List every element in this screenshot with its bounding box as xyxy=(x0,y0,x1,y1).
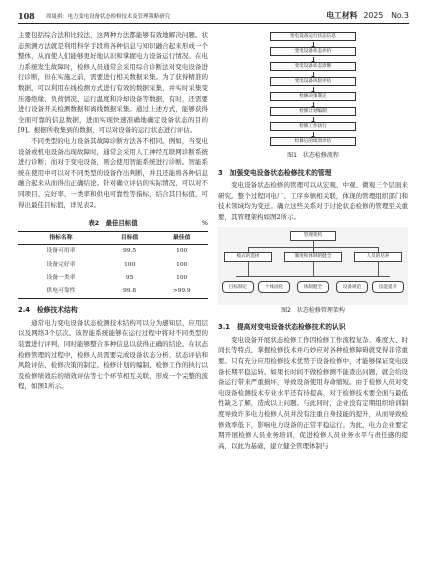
flow-step: 检修决策制定 xyxy=(270,92,356,101)
table-cell: >99.9 xyxy=(172,288,191,295)
org-bottom-node: 体制健全 xyxy=(297,281,329,293)
table-cell: 99.8 xyxy=(123,288,137,295)
org-top-node: 管理架构 xyxy=(290,231,336,241)
table-header: 指标名称 xyxy=(49,234,73,241)
journal-title: 电工材料 xyxy=(326,11,358,20)
table-header: 目标值 xyxy=(120,234,139,241)
running-title: 周晟祺：电力变电设备状态检修技术及管理策略研究 xyxy=(46,14,170,20)
table-caption xyxy=(18,218,208,229)
org-connector xyxy=(313,262,314,276)
table-cell: 100 xyxy=(176,275,188,282)
table-cell: 设备可用率 xyxy=(46,248,76,255)
table-cell: 100 xyxy=(176,248,188,255)
management-architecture-diagram xyxy=(218,227,408,305)
flow-step: 检修后的绩效评估 xyxy=(270,137,356,146)
paragraph-2: 不同类型的电力设备其故障诊断方法各不相同。例如，当变电设备或机电设备出现故障时，通常会采用人工神经互联网诊断系统进行诊断；而对于变电设备，则会使用智能系统进行诊断。智能系统在使用中可以对不同类型的设备作出判断，并且还能将各种信息融合起来从而得出正确结论。针对确立评估的实际情况，可以对不同项目、完好率、一类率和供电可靠性等指标，结合其目标值，可得出最佳目标值，详见表2。 xyxy=(18,136,208,209)
figure-2-caption: 图2 状态检修管理架构 xyxy=(281,306,345,314)
paragraph-5: 变电设备开展状态检修工作因检修工作流程复杂、难度大、时间长等特点，掌握检修技术并巧妙应对各种检修障碍就变得非常重要。只有充分应用检修技术优势于设备检修中，才能够保证变电设备长期平稳运转。如果长时间不做检修测不能查出问题，就会给设备运行带来严重损坏，导致设备使用寿命缩短。由于检修人员对变电设备检测技术专业水平还有待提高，对于检修技术要全面与最低性缺乏了解，造成以上问题。与此同时，企业没有定期组织培训制度导致许多电力检修人员并没有注重自身技能的提升，从而导致检修效率低下，影响电力设备的正常平稳运行。为此，电力企业要定期开展检修人员业务培训，促进检修人员业务水平与责任感的提高，以此为基础，建立健全管理体制与 xyxy=(218,335,408,450)
org-connector xyxy=(248,262,249,276)
figure-1-caption: 图1 状态检修流程 xyxy=(287,152,339,159)
table-cell: 100 xyxy=(176,261,188,268)
journal-issue: 2025 No.3 xyxy=(363,11,409,20)
flow-arrow xyxy=(313,102,314,106)
table-row xyxy=(18,285,208,299)
table-cell: 设备一类率 xyxy=(46,275,76,282)
org-mid-node: 制度和体制的健全 xyxy=(284,252,342,262)
left-column xyxy=(18,30,208,392)
section-heading-2-4: 2.4 检修技术结构 xyxy=(18,306,78,315)
journal-name xyxy=(326,10,409,21)
paragraph-4: 变电设备状态检修的管理可以从宏观、中观、微观三个层面来研究。整个过程同电厂、工序乡镇相关联，体现的管理组织部门和技术领域均为变迁。确立这些关系对于讨论状态检修的管理至关重要，其管理架构如图2所示。 xyxy=(218,181,408,221)
flow-arrow xyxy=(313,117,314,121)
org-bottom-node: 技能提升 xyxy=(372,281,404,293)
table-cell: 99.5 xyxy=(123,248,137,255)
flow-arrow xyxy=(313,132,314,136)
flow-step: 变电设备状态评价 xyxy=(270,47,356,56)
org-bottom-node: 目标制定 xyxy=(222,281,254,293)
table-title: 表2 最佳目标值 xyxy=(88,219,138,228)
page-header xyxy=(18,8,409,24)
table-row xyxy=(18,245,208,259)
flow-step: 变电设备风险评估 xyxy=(270,77,356,86)
flow-arrow xyxy=(313,72,314,76)
table-cell: 95 xyxy=(125,275,134,282)
table-row xyxy=(18,272,208,286)
paragraph-1: 主要包括综合法和比较法，这两种方法都能够有效地解决问题。状态预测方法就是利用科学手段将各种信息与知识融合起来形成一个整体，从而使人们能够更好地认识和掌握电力设备运行情况。在电力系统发生故障时，检修人员通常会采用综合诊断法对变电设备进行诊断，但在实施之前，需要进行相关数据采集。为了获得精准的数据，可以利用在线检测方式进行有效的数据采集，并实时采集变压器绝缘、负荷情况、运行温度和冷却设备等数据，有时，还需要进行设备开关检测数据和离线数据采集。通过上述方式，能够获得全面可靠的信息数据，进而实现快速准确地确定设备状态的目的[9]。根据所收集到的数据，可以对设备的运行状态进行评估。 xyxy=(18,31,208,135)
org-bottom-node: 个体固化 xyxy=(258,281,290,293)
section-heading-3-1: 3.1 提高对变电设备状态检修技术的认识 xyxy=(218,323,346,332)
flow-step: 检修计划编制 xyxy=(270,107,356,116)
org-connector xyxy=(236,276,390,277)
target-value-table xyxy=(18,231,208,300)
page-number: 108 xyxy=(18,11,35,21)
flow-step: 变电设备运行状态信息 xyxy=(270,32,356,41)
table-header-row xyxy=(18,231,208,245)
table-row xyxy=(18,258,208,272)
maintenance-flowchart xyxy=(218,32,408,150)
flow-step: 检修工作执行 xyxy=(270,122,356,131)
org-mid-node: 人员的培养 xyxy=(354,252,402,262)
paragraph-3: 通常电力变电设备状态检测技术结构可以分为感知层、应用层以及网络3个层次。该智能系统能够在运行过程中将对不同类型的装置进行评判，同时能够整合多种信息以获得正确的结论。在状态检修管理的过程中，检修人员需要完成设备状态分析、状态评估和风险评估，检修决策的制定、检修计划的编制、检修工作的执行以及检修绩效后的绩效评估等七个环节相互关联，形成一个完整的流程，如图1所示。 xyxy=(18,318,208,391)
flow-arrow xyxy=(313,42,314,46)
flow-arrow xyxy=(313,57,314,61)
flow-arrow xyxy=(313,87,314,91)
org-mid-node: 模式的选择 xyxy=(224,252,272,262)
org-connector xyxy=(378,262,379,276)
section-heading-3: 3 加强变电设备状态检修技术的管理 xyxy=(218,168,332,177)
table-unit: % xyxy=(201,219,208,228)
flow-step: 变电设备状态诊断 xyxy=(270,62,356,71)
right-column xyxy=(218,30,408,451)
table-header: 最佳值 xyxy=(172,234,191,241)
table-cell: 设备完好率 xyxy=(46,261,76,268)
org-bottom-node: 设备规范 xyxy=(336,281,368,293)
table-cell: 供电可靠性 xyxy=(46,288,76,295)
table-cell: 100 xyxy=(124,261,136,268)
